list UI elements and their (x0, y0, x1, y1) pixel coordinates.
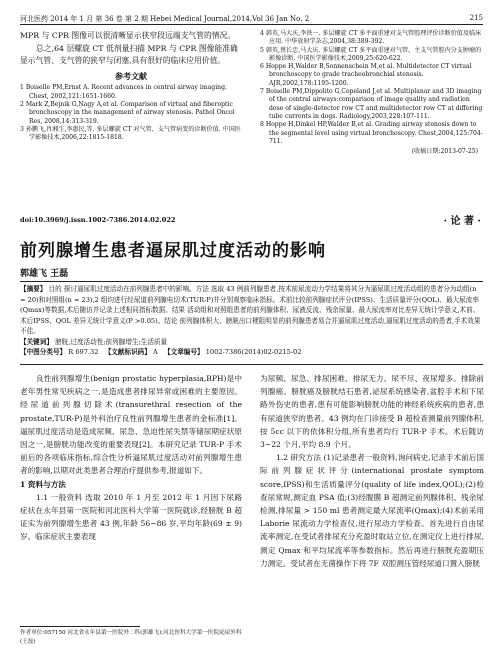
article-number-value: 1002-7386(2014)02-0215-02 (205, 348, 302, 356)
abstract-block (20, 284, 483, 358)
inclusion-paragraph: 为尿频、尿急、排尿困难、排尿无力、尿不尽、夜尿增多。排除前列腺癌、膀胱癌及膀胱结石患者,泌尿系统感染者,盆腔手术和下尿路外伤史的患者,患有可能影响膀胱功能的神经系统疾病的患者,患有尿道狭窄的患者。43 例均在门诊接受 B 超检查测量前列腺体积,按 5cc 以下的依体积分组,所有患者均行 TUR-P 手术。术后随访 3~22 个月,平均 8.9 个月。 (260, 374, 484, 450)
reference-item: 6 Hoppe H,Walder B,Sonnenschein M,et al. Multidetector CT virtual bronchoscopy to grade tracheobronchial stenosis. AJR,2002,178:1195-1200. (260, 63, 472, 87)
reference-list-right (260, 30, 484, 156)
reference-item: 3 孙鹏飞,肖湘生,李惠民,等. 多层螺旋 CT 对气管、支气管病变的诊断价值. 中国医学影像技术,2006,22:1815-1818. (20, 125, 241, 142)
keywords-label: 【关键词】 (20, 337, 53, 346)
prev-paragraph: MPR 与 CPR 图像可以很清晰显示狭窄段远端支气管的情况。 (20, 31, 236, 40)
section-heading: 1 资料与方法 (20, 479, 66, 489)
reference-item: 4 韩英,马大庆,李铁一. 多层螺旋 CT 多平面重建对支气管腔理评价诊断价值及临床应用. 中华放射学杂志,2004,38:389-392. (260, 30, 482, 46)
prev-conclusion: 总之,64 层螺旋 CT 低剂量扫描 MPR 与 CPR 图像能准确显示气管、支气管的狭窄与闭塞,具有很好的临床应用价值。 (20, 43, 238, 66)
references-heading: 参考文献 (115, 70, 147, 81)
reference-list-left (20, 84, 242, 142)
article-number-label: 【文章编号】 (164, 348, 204, 356)
running-header (20, 14, 483, 24)
column-label: · 论 著 · (443, 216, 481, 227)
footnote-rule (20, 626, 140, 627)
methods-paragraph: 1.2 研究方法 (1)记录患者一般资料,询问病史,记录手术前后国际前列腺症状评分(international prostate symptom score,IPSS)和生活质量评分(quality of life index,QOL);(2)检查尿常规,测定血 PSA 值;(3)经腹膜 B 超测定前列腺体积、残余尿检测,排尿量 > 150 ml 患者测定最大尿流率(Qmax);(4)术前采用 Laborie 尿流动力学检查仪,进行尿动力学检查。首先进行自由尿流率测定,在受试者排尿充分充盈时取站立位,在测定仪上进行排尿,测定 Qmax 和平均尿流率等参数指标。然后再进行膀胱充盈期压力测定。受试者在无菌操作下将 7F 双腔测压管经尿道口置入膀胱 (260, 453, 484, 568)
classification-row (20, 347, 483, 358)
doi: doi:10.3969/j.issn.1002-7386.2014.02.022 (20, 216, 176, 224)
prev-article-left (20, 30, 242, 142)
clc-value: R 697.32 (68, 348, 99, 356)
received-date: (收稿日期:2013-07-25) (411, 148, 478, 156)
header-rule (20, 24, 483, 25)
keywords (20, 337, 483, 348)
abstract-top-rule (20, 281, 483, 282)
reference-item: 8 Hoppe H,Dinkel HP,Walder B,et al. Grading airway stenosis down to the segmental level using virtual bronchoscopy. Chest,2004,125:704-711. (260, 121, 483, 145)
abstract-bottom-rule (20, 364, 483, 365)
reference-item: 7 Boiselle PM,Dippolito G,Copeland J,et al. Multiplanar and 3D imaging of the central airways:comparison of image quality and radiation dose of single-detector row CT and multidetector row CT at differing tube currents in dogs. Radiology,2003,228:107-111. (260, 88, 483, 120)
reference-item: 5 韩英,蔡长忠,马大庆. 多层螺旋 CT 多平面重建对气管、主支气管腔内分支肿瘤的影像诊断. 中国医学影像技术,2009,25:620-622. (260, 46, 482, 62)
doc-code-label: 【文献标识码】 (104, 348, 151, 356)
journal-info: 河北医药 2014 年 1 月 第 36 卷 第 2 期 Hebei Medical Journal,2014,Vol 36 Jan No. 2 (20, 15, 310, 23)
intro-paragraph: 良性前列腺增生(benign prostatic hyperplasia,BPH)是中老年男性常见疾病之一,是造成患者排尿异常或困难的主要原因。经尿道前列腺切除术(transurethral resection of the prostate,TUR-P)是外科治疗良性前列腺增生患者的金标准[1]。逼尿肌过度活动是造成尿频、尿急、急迫性尿失禁等储尿期症状原因之一,是膀胱功能改变的重要表现[2]。本研究记录 TUR-P 手术前后的各项临床指标,综合性分析逼尿肌过度活动对前列腺增生患者的影响,以期对此类患者合理治疗提供参考,报道如下。 (20, 374, 242, 476)
general-data-paragraph: 1.1 一般资料 选取 2010 年 1 月至 2012 年 1 月因下尿路症状在永年县第一医院和河北医科大学第一医院就诊,经膀胱 B 超证实为前列腺增生患者 43 例,年龄 56~86 岁,平均年龄(69 ± 9)岁。临床症状主要表现 (20, 492, 242, 542)
reference-item: 1 Boiselle PM,Ernst A. Recent advances in central airway imaging. Chest, 2002,121:1651-1660. (20, 84, 227, 100)
body-right-column (260, 372, 484, 570)
authors: 郭雄飞 王磊 (20, 269, 69, 279)
abstract (20, 284, 483, 337)
footnote-text: 作者单位:057150 河北省永年县第一医院外二科(郭雄飞);河北医科大学第一医院泌尿外科(王磊) (20, 630, 242, 645)
doc-code-value: A (152, 348, 158, 356)
abstract-label: 【摘要】 (20, 285, 47, 293)
reference-item: 2 Mark Z,Bejnik G,Nagy A,et al. Comparison of virtual and fiberoptic bronchoscopy in the management of airway stenosis. Pathol Oncol Res, 2008,14:313-319. (20, 100, 235, 125)
page-number: 215 (469, 14, 483, 22)
author-affiliation (20, 629, 242, 646)
body-left-column (20, 372, 242, 544)
keywords-text: 膀胱,过度活动性;前列腺增生;生活质量 (55, 337, 168, 346)
article-title: 前列腺增生患者逼尿肌过度活动的影响 (20, 241, 326, 261)
clc-label: 【中图分类号】 (20, 348, 67, 356)
abstract-text: 目的 探讨逼尿肌过度活动在前列腺患者中的影响。方法 选取 43 例前列腺患者,按术前尿流动力学结果将其分为逼尿肌过度活动组的患者分为动组(n = 20)和对照组(n = 23),2 组均进行经尿道前列腺电切术(TUR-P)并分别观察临床指标。术前比较前列腺症状评分(IPSS)、生活质量评分(QOL)、最大尿流率(Qmax)等数据,术后随访并记录上述相同指标数据。结果 活动组和对照组患者的前列腺体积、尿液反流、残余尿量、最大尿流率对比差异无统计学意义,术前、术后IPSS、QOL 差异无统计学意义(P >0.05)。结论 前列腺体积大、膀胱出口梗阻明显的前列腺患者易合并逼尿肌过度活动,逼尿肌过度活动的患者,手术效果不佳。 (20, 285, 481, 335)
